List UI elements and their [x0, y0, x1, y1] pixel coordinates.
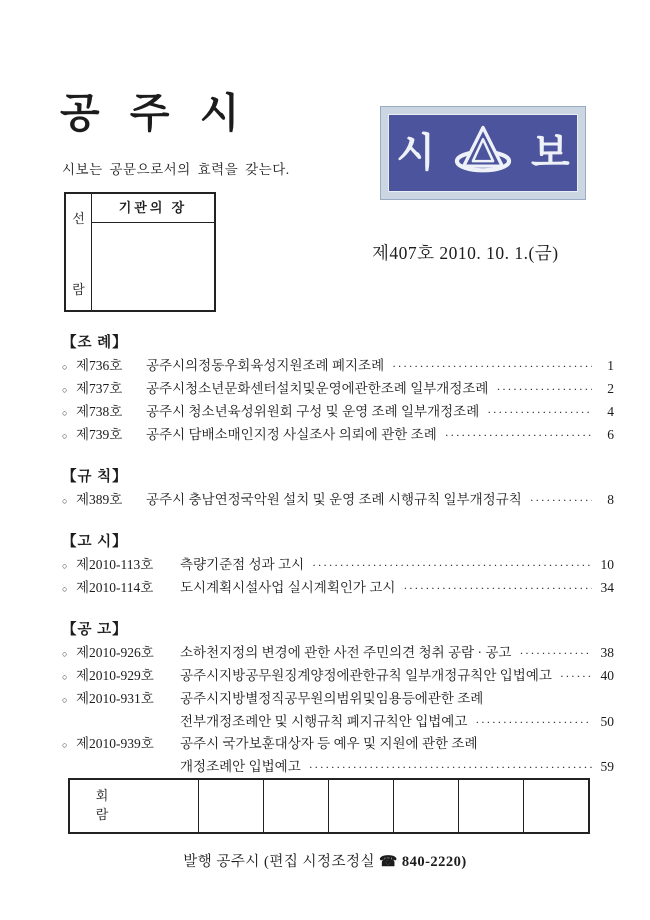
item-page: 1: [607, 358, 614, 373]
table-of-contents: [62, 332, 614, 797]
toc-item: ○ 제2010-929호 공주시지방공무원징계양정에관한규칙 일부개정규칙안 입법예고 ····· 40: [62, 665, 614, 688]
dot-leader: [519, 643, 592, 664]
toc-item-continuation: [180, 711, 614, 733]
approval-side-top: 선: [72, 211, 85, 226]
dot-leader: [309, 757, 592, 778]
circulation-label-top: 회: [95, 788, 109, 804]
logo-left-char: 시: [396, 131, 435, 175]
approval-side-label: [66, 194, 92, 310]
toc-item: ○ 제736호 공주시의정동우회육성지원조례 폐지조례 ····· 1: [62, 355, 614, 378]
toc-item-continuation: [180, 756, 614, 778]
item-title: 공주시 담배소매인지정 사실조사 의뢰에 관한 조례: [146, 427, 437, 442]
dot-leader: [530, 490, 592, 511]
circulation-empty-cell: [524, 780, 588, 832]
circulation-empty-cell: [264, 780, 329, 832]
item-title: 공주시청소년문화센터설치및운영에관한조례 일부개정조례: [146, 381, 489, 396]
item-page: 8: [607, 492, 614, 507]
item-page: 59: [600, 759, 614, 774]
approval-box: [64, 192, 216, 312]
item-number: 제736호: [76, 358, 123, 373]
toc-item: ○ 제2010-931호 공주시지방별정직공무원의범위및임용등에관한 조례: [62, 688, 614, 711]
item-number: 제2010-113호: [76, 557, 154, 572]
item-title: 공주시지방별정직공무원의범위및임용등에관한 조례: [180, 691, 484, 706]
item-page: 38: [600, 645, 614, 660]
masthead-logo: [380, 106, 586, 200]
issue-line: 제407호 2010. 10. 1.(금): [372, 243, 559, 263]
item-number: 제2010-926호: [76, 645, 154, 660]
publisher-phone: ☎ 840-2220): [379, 854, 467, 870]
approval-header: 기관의 장: [92, 194, 214, 223]
toc-item: ○ 제2010-926호 소하천지정의 변경에 관한 사전 주민의견 청취 공람 · 공고 ····· 38: [62, 642, 614, 665]
circulation-label-bottom: 람: [95, 807, 109, 822]
dot-leader: [560, 666, 592, 687]
logo-right-char: 보: [531, 131, 570, 175]
item-title: 도시계획시설사업 실시계획인가 고시: [180, 580, 396, 595]
item-number: 제737호: [76, 381, 123, 396]
toc-item: ○ 제2010-113호 측량기준점 성과 고시 ····· 10: [62, 554, 614, 577]
item-number: 제739호: [76, 427, 123, 442]
toc-item: ○ 제739호 공주시 담배소매인지정 사실조사 의뢰에 관한 조례 ····· 6: [62, 424, 614, 447]
section-heading: 【조 례】: [62, 335, 128, 351]
item-page: 2: [607, 381, 614, 396]
section-heading: 【고 시】: [62, 534, 128, 550]
item-title: 소하천지정의 변경에 관한 사전 주민의견 청취 공람 · 공고: [180, 645, 512, 660]
dot-leader: [487, 402, 592, 423]
toc-item: ○ 제389호 공주시 충남연정국악원 설치 및 운영 조례 시행규칙 일부개정규칙 ····· 8: [62, 489, 614, 512]
item-number: 제2010-114호: [76, 580, 154, 595]
circulation-empty-cell: [329, 780, 394, 832]
item-title: 공주시 청소년육성위원회 구성 및 운영 조례 일부개정조례: [146, 404, 480, 419]
toc-item: ○ 제2010-114호 도시계획시설사업 실시계획인가 고시 ····· 34: [62, 577, 614, 600]
item-number: 제2010-929호: [76, 668, 154, 683]
item-title: 공주시지방공무원징계양정에관한규칙 일부개정규칙안 입법예고: [180, 668, 552, 683]
item-number: 제2010-931호: [76, 691, 154, 706]
item-title: 측량기준점 성과 고시: [180, 557, 305, 572]
publisher-footer: [0, 850, 650, 871]
item-number: 제389호: [76, 492, 123, 507]
approval-side-bottom: 람: [72, 282, 85, 297]
effect-note: 시보는 공문으로서의 효력을 갖는다.: [62, 162, 290, 177]
section-heading: 【규 칙】: [62, 469, 128, 485]
item-title-line2: 전부개정조례안 및 시행규칙 폐지규칙안 입법예고: [180, 714, 468, 729]
dot-leader: [445, 425, 592, 446]
toc-item: ○ 제737호 공주시청소년문화센터설치및운영에관한조례 일부개정조례 ····· 2: [62, 378, 614, 401]
item-page: 4: [607, 404, 614, 419]
approval-empty-cell: [92, 223, 214, 310]
item-title: 공주시의정동우회육성지원조례 폐지조례: [146, 358, 385, 373]
toc-section: [62, 332, 614, 447]
item-title-line2: 개정조례안 입법예고: [180, 759, 301, 774]
circulation-empty-cell: [199, 780, 264, 832]
section-heading: 【공 고】: [62, 622, 128, 638]
dot-leader: [392, 356, 592, 377]
circulation-box: [68, 778, 590, 834]
masthead-logo-inner: [388, 114, 578, 192]
item-page: 6: [607, 427, 614, 442]
toc-item: ○ 제2010-939호 공주시 국가보훈대상자 등 예우 및 지원에 관한 조례: [62, 733, 614, 756]
item-number: 제738호: [76, 404, 123, 419]
circulation-empty-cell: [394, 780, 459, 832]
circulation-label: [70, 780, 134, 832]
triangle-over-ellipse-emblem-icon: [441, 124, 525, 183]
dot-leader: [496, 379, 592, 400]
item-title: 공주시 국가보훈대상자 등 예우 및 지원에 관한 조례: [180, 736, 478, 751]
circulation-empty-cell: [459, 780, 524, 832]
dot-leader: [403, 578, 592, 599]
toc-section: [62, 466, 614, 512]
toc-section: [62, 619, 614, 778]
item-title: 공주시 충남연정국악원 설치 및 운영 조례 시행규칙 일부개정규칙: [146, 492, 522, 507]
page-title: 공 주 시: [60, 90, 250, 136]
item-page: 40: [600, 668, 614, 683]
item-page: 50: [600, 714, 614, 729]
item-page: 10: [600, 557, 614, 572]
dot-leader: [475, 712, 592, 733]
item-number: 제2010-939호: [76, 736, 154, 751]
dot-leader: [312, 555, 592, 576]
toc-item: ○ 제738호 공주시 청소년육성위원회 구성 및 운영 조례 일부개정조례 ····· 4: [62, 401, 614, 424]
item-page: 34: [600, 580, 614, 595]
circulation-empty-cell: [134, 780, 199, 832]
publisher-text: 발행 공주시 (편집 시정조정실: [183, 854, 380, 870]
toc-section: [62, 531, 614, 600]
